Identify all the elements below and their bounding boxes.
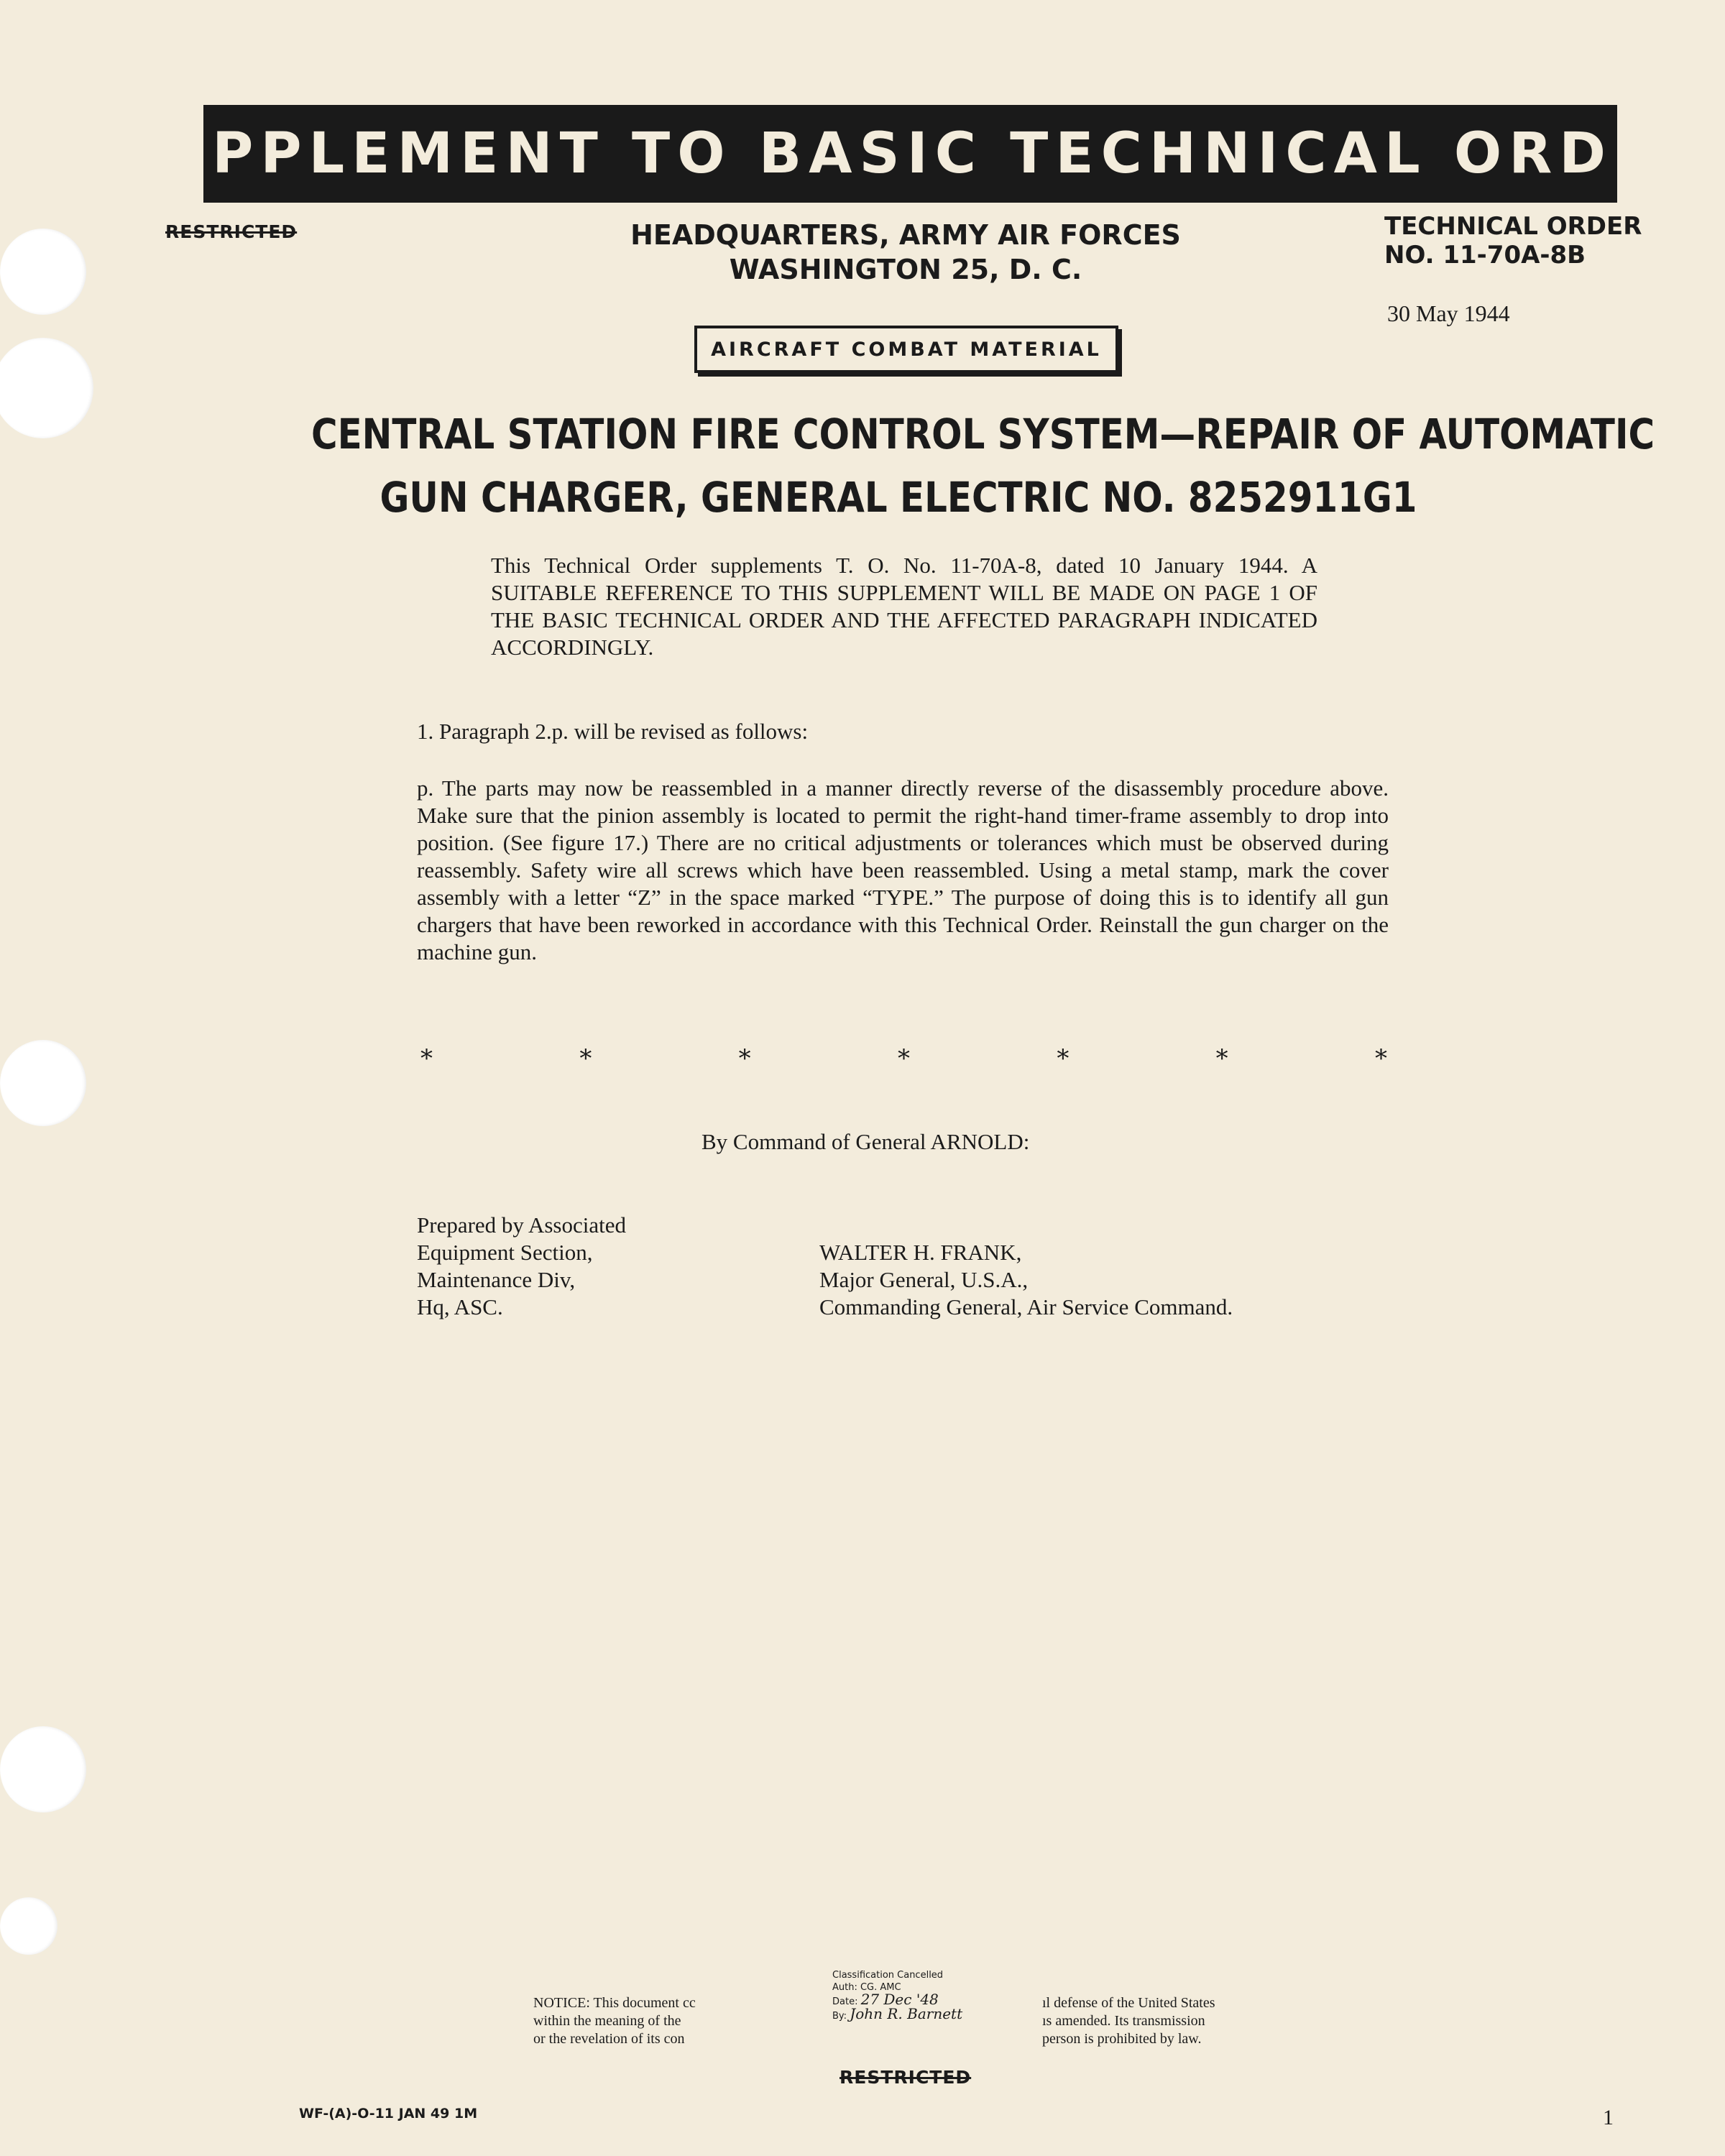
prepared-line-3: Maintenance Div, (417, 1267, 576, 1292)
notice-right-line-3: person is prohibited by law. (1042, 2031, 1202, 2047)
star: * (1374, 1044, 1387, 1073)
restricted-mark-bottom: RESTRICTED (840, 2067, 972, 2088)
notice-left-line-1: NOTICE: This document cc (533, 1995, 696, 2011)
stamp-by (832, 2005, 998, 2022)
star: * (738, 1044, 751, 1073)
separator-stars (420, 1044, 1387, 1073)
signatory-title: Commanding General, Air Service Command. (819, 1294, 1233, 1319)
punch-hole-1 (0, 229, 86, 315)
command-line: By Command of General ARNOLD: (702, 1129, 1030, 1154)
hq-block (561, 218, 1251, 287)
notice-left (533, 1994, 696, 2048)
notice-right-line-1: ıl defense of the United States (1042, 1995, 1215, 2011)
punch-hole-4 (0, 1726, 86, 1812)
signatory-rank: Major General, U.S.A., (819, 1267, 1029, 1292)
star: * (420, 1044, 433, 1073)
hq-line-2: WASHINGTON 25, D. C. (729, 254, 1082, 285)
banner-title: SUPPLEMENT TO BASIC TECHNICAL ORDER (111, 121, 1709, 186)
technical-order-number (1384, 212, 1642, 270)
prepared-line-1: Prepared by Associated (417, 1212, 626, 1238)
stamp-line-2: Auth: CG. AMC (832, 1982, 901, 1993)
stamp-date-label: Date: (832, 1996, 858, 2007)
title-line-1: CENTRAL STATION FIRE CONTROL SYSTEM—REPAIR OF AUTOMATIC (311, 410, 1655, 459)
signatory-name: WALTER H. FRANK, (819, 1240, 1022, 1265)
intro-paragraph: This Technical Order supplements T. O. No. 11-70A-8, dated 10 January 1944. A SUITABLE REFERENCE TO THIS SUPPLEMENT WILL BE MADE ON PAGE 1 OF THE BASIC TECHNICAL ORDER AND THE AFFECTED PARAGRAPH INDICATED ACCORDINGLY. (491, 553, 1317, 660)
signature-block (819, 1239, 1233, 1321)
header-banner (111, 105, 1709, 203)
notice-right-line-2: ıs amended. Its transmission (1042, 2013, 1205, 2029)
star: * (897, 1044, 910, 1073)
stamp-signature: John R. Barnett (850, 2005, 963, 2022)
notice-right (1042, 1994, 1215, 2048)
hq-line-1: HEADQUARTERS, ARMY AIR FORCES (630, 219, 1181, 251)
star: * (579, 1044, 592, 1073)
order-date: 30 May 1944 (1387, 300, 1510, 326)
star: * (1057, 1044, 1070, 1073)
title-line-2: GUN CHARGER, GENERAL ELECTRIC NO. 8252911G1 (380, 473, 1417, 522)
form-code: WF-(A)-O-11 JAN 49 1M (299, 2106, 478, 2122)
notice-left-line-3: or the revelation of its con (533, 2031, 685, 2047)
declassification-stamp (832, 1969, 998, 2022)
punch-hole-2 (0, 338, 93, 438)
star: * (1215, 1044, 1228, 1073)
notice-left-line-2: within the meaning of the (533, 2013, 681, 2029)
stamp-date-value: 27 Dec '48 (860, 1991, 939, 2008)
punch-hole-3 (0, 1040, 86, 1126)
stamp-by-label: By: (832, 2011, 847, 2022)
prepared-line-2: Equipment Section, (417, 1240, 593, 1265)
prepared-by-block (417, 1212, 626, 1321)
to-line-2: NO. 11-70A-8B (1384, 241, 1586, 270)
stamp-line-1: Classification Cancelled (832, 1970, 944, 1981)
category-box (694, 326, 1118, 373)
document-title (311, 402, 1655, 529)
page-number: 1 (1603, 2106, 1614, 2129)
prepared-line-4: Hq, ASC. (417, 1294, 503, 1319)
punch-hole-5 (0, 1897, 58, 1955)
restricted-mark-top: RESTRICTED (165, 221, 298, 242)
category-label: AIRCRAFT COMBAT MATERIAL (711, 338, 1102, 361)
to-line-1: TECHNICAL ORDER (1384, 212, 1642, 241)
paragraph-p: p. The parts may now be reassembled in a manner directly reverse of the disassembly procedure above. Make sure that the pinion assembly is located to permit the right-hand timer-frame assembly to drop into position. (See figure 17.) There are no critical adjustments or tolerances which must be observed during reassembly. Safety wire all screws which have been reassembled. Using a metal stamp, mark the cover assembly with a letter “Z” in the space marked “TYPE.” The purpose of doing this is to identify all gun chargers that have been reworked in accordance with this Technical Order. Reinstall the gun charger on the machine gun. (417, 775, 1389, 964)
item-1: 1. Paragraph 2.p. will be revised as follows: (417, 719, 809, 744)
